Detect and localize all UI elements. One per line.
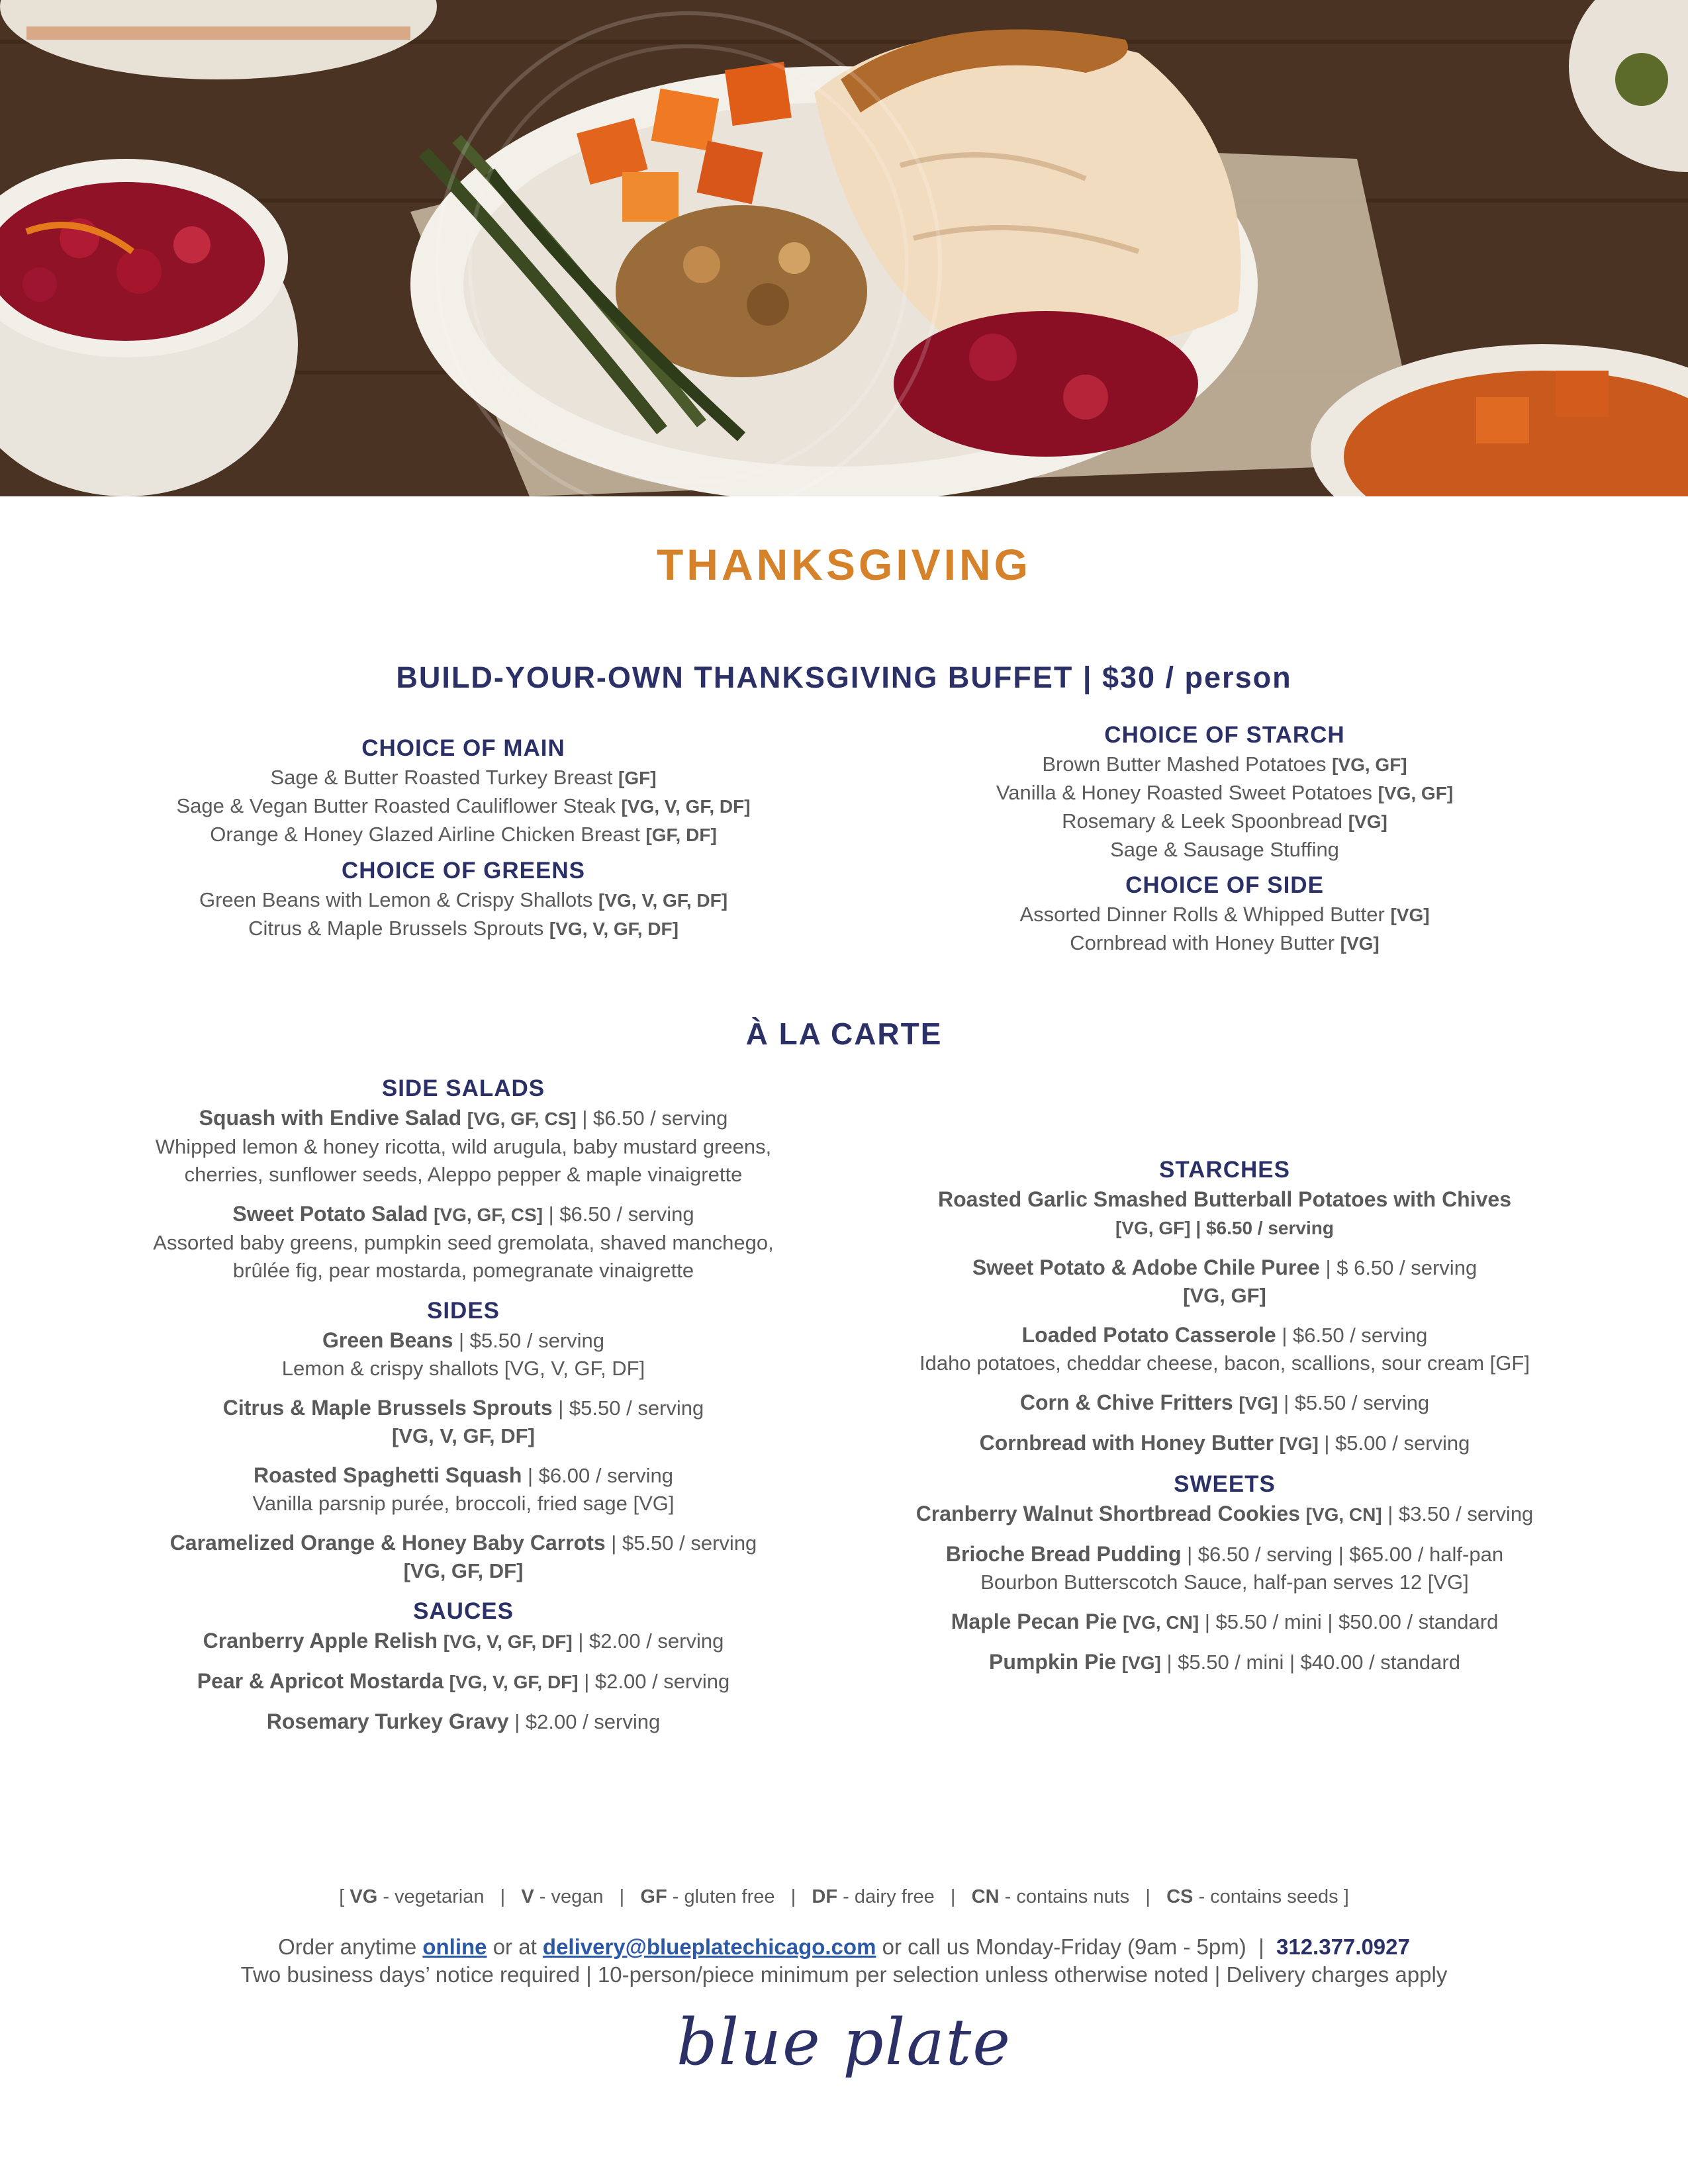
menu-item: Pumpkin Pie [VG] | $5.50 / mini | $40.00 / standard [989, 1650, 1460, 1674]
buffet-right-column [827, 713, 1622, 958]
alacarte-header: À LA CARTE [745, 1017, 943, 1051]
menu-item: Sage & Butter Roasted Turkey Breast [GF] [270, 766, 657, 789]
blue-plate-logo: blue plate [676, 2005, 1012, 2079]
buffet-header: BUILD-YOUR-OWN THANKSGIVING BUFFET | $30 / person [396, 660, 1292, 694]
category-heading: STARCHES [1159, 1157, 1290, 1183]
category-heading: SAUCES [413, 1598, 514, 1624]
dietary-legend: [ VG - vegetarian | V - vegan | GF - gluten free | DF - dairy free | CN - contains nuts | CS - contains seeds ] [339, 1886, 1349, 1907]
menu-item: Cranberry Walnut Shortbread Cookies [VG, CN] | $3.50 / serving [915, 1502, 1534, 1525]
menu-item: Sage & Sausage Stuffing [1110, 838, 1339, 861]
menu-item: Orange & Honey Glazed Airline Chicken Breast [GF, DF] [210, 823, 717, 846]
menu-item: Cornbread with Honey Butter [VG] | $5.00 / serving [979, 1431, 1470, 1455]
category-heading: CHOICE OF SIDE [1125, 872, 1324, 898]
menu-item: Loaded Potato Casserole | $6.50 / serving Idaho potatoes, cheddar cheese, bacon, scallions, sour cream [GF] [919, 1323, 1530, 1375]
hero-image [0, 0, 1688, 496]
menu-item: Sage & Vegan Butter Roasted Cauliflower Steak [VG, V, GF, DF] [176, 794, 751, 817]
menu-item: Roasted Spaghetti Squash | $6.00 / serving Vanilla parsnip purée, broccoli, fried sage [VG] [252, 1463, 675, 1515]
menu-item: Roasted Garlic Smashed Butterball Potatoes with Chives [VG, GF] | $6.50 / serving [938, 1187, 1511, 1238]
menu-item: Squash with Endive Salad [VG, GF, CS] | $6.50 / serving Whipped lemon & honey ricotta, wild arugula, baby mustard greens, cherries, sunflower seeds, Aleppo pepper & maple vinaigrette [155, 1106, 772, 1186]
menu-item: Citrus & Maple Brussels Sprouts [VG, V, GF, DF] [248, 917, 679, 940]
alacarte-right-column [827, 1148, 1622, 1688]
category-heading: CHOICE OF MAIN [361, 735, 565, 761]
menu-item: Brioche Bread Pudding | $6.50 / serving | $65.00 / half-pan Bourbon Butterscotch Sauce, half-pan serves 12 [VG] [945, 1542, 1504, 1594]
phone-number[interactable]: 312.377.0927 [1276, 1934, 1410, 1959]
menu-item: Sweet Potato & Adobe Chile Puree | $ 6.50 / serving [VG, GF] [972, 1255, 1477, 1307]
page-title: THANKSGIVING [656, 540, 1032, 589]
notice-text: Two business days’ notice required | 10-person/piece minimum per selection unless otherwise noted | Delivery charges apply [240, 1962, 1448, 1987]
order-info: Order anytime online or at delivery@blueplatechicago.com or call us Monday-Friday (9am - 5pm) | 312.377.0927 Two business days’ notice required | 10-person/piece minimum per selection unless otherwise noted | Delivery charges apply [0, 1933, 1688, 1989]
email-link[interactable]: delivery@blueplatechicago.com [542, 1934, 876, 1959]
menu-item: Green Beans | $5.50 / serving Lemon & crispy shallots [VG, V, GF, DF] [281, 1328, 645, 1380]
category-heading: CHOICE OF STARCH [1104, 722, 1345, 748]
menu-item: Maple Pecan Pie [VG, CN] | $5.50 / mini | $50.00 / standard [951, 1610, 1499, 1633]
menu-item: Vanilla & Honey Roasted Sweet Potatoes [VG, GF] [996, 781, 1454, 804]
buffet-left-column [66, 727, 861, 943]
menu-item: Cranberry Apple Relish [VG, V, GF, DF] | $2.00 / serving [203, 1629, 724, 1653]
online-link[interactable]: online [422, 1934, 487, 1959]
menu-item: Rosemary & Leek Spoonbread [VG] [1062, 809, 1387, 833]
menu-item: Citrus & Maple Brussels Sprouts | $5.50 / serving [VG, V, GF, DF] [222, 1396, 704, 1447]
menu-item: Cornbread with Honey Butter [VG] [1070, 931, 1380, 954]
category-heading: SIDE SALADS [381, 1075, 545, 1101]
alacarte-left-column [66, 1067, 861, 1747]
menu-item: Brown Butter Mashed Potatoes [VG, GF] [1042, 752, 1407, 776]
menu-item: Sweet Potato Salad [VG, GF, CS] | $6.50 / serving Assorted baby greens, pumpkin seed gremolata, shaved manchego, brûlée fig, pear mostarda, pomegranate vinaigrette [153, 1202, 774, 1282]
category-heading: SIDES [426, 1298, 500, 1324]
menu-item: Rosemary Turkey Gravy | $2.00 / serving [266, 1709, 661, 1733]
menu-item: Corn & Chive Fritters [VG] | $5.50 / serving [1019, 1390, 1430, 1414]
menu-item: Assorted Dinner Rolls & Whipped Butter [VG] [1019, 903, 1430, 926]
category-heading: CHOICE OF GREENS [342, 858, 585, 884]
food-illustration [0, 0, 1688, 496]
category-heading: SWEETS [1174, 1471, 1276, 1497]
menu-item: Caramelized Orange & Honey Baby Carrots | $5.50 / serving [VG, GF, DF] [169, 1531, 757, 1582]
menu-item: Pear & Apricot Mostarda [VG, V, GF, DF] | $2.00 / serving [197, 1669, 730, 1693]
menu-item: Green Beans with Lemon & Crispy Shallots [VG, V, GF, DF] [199, 888, 728, 911]
